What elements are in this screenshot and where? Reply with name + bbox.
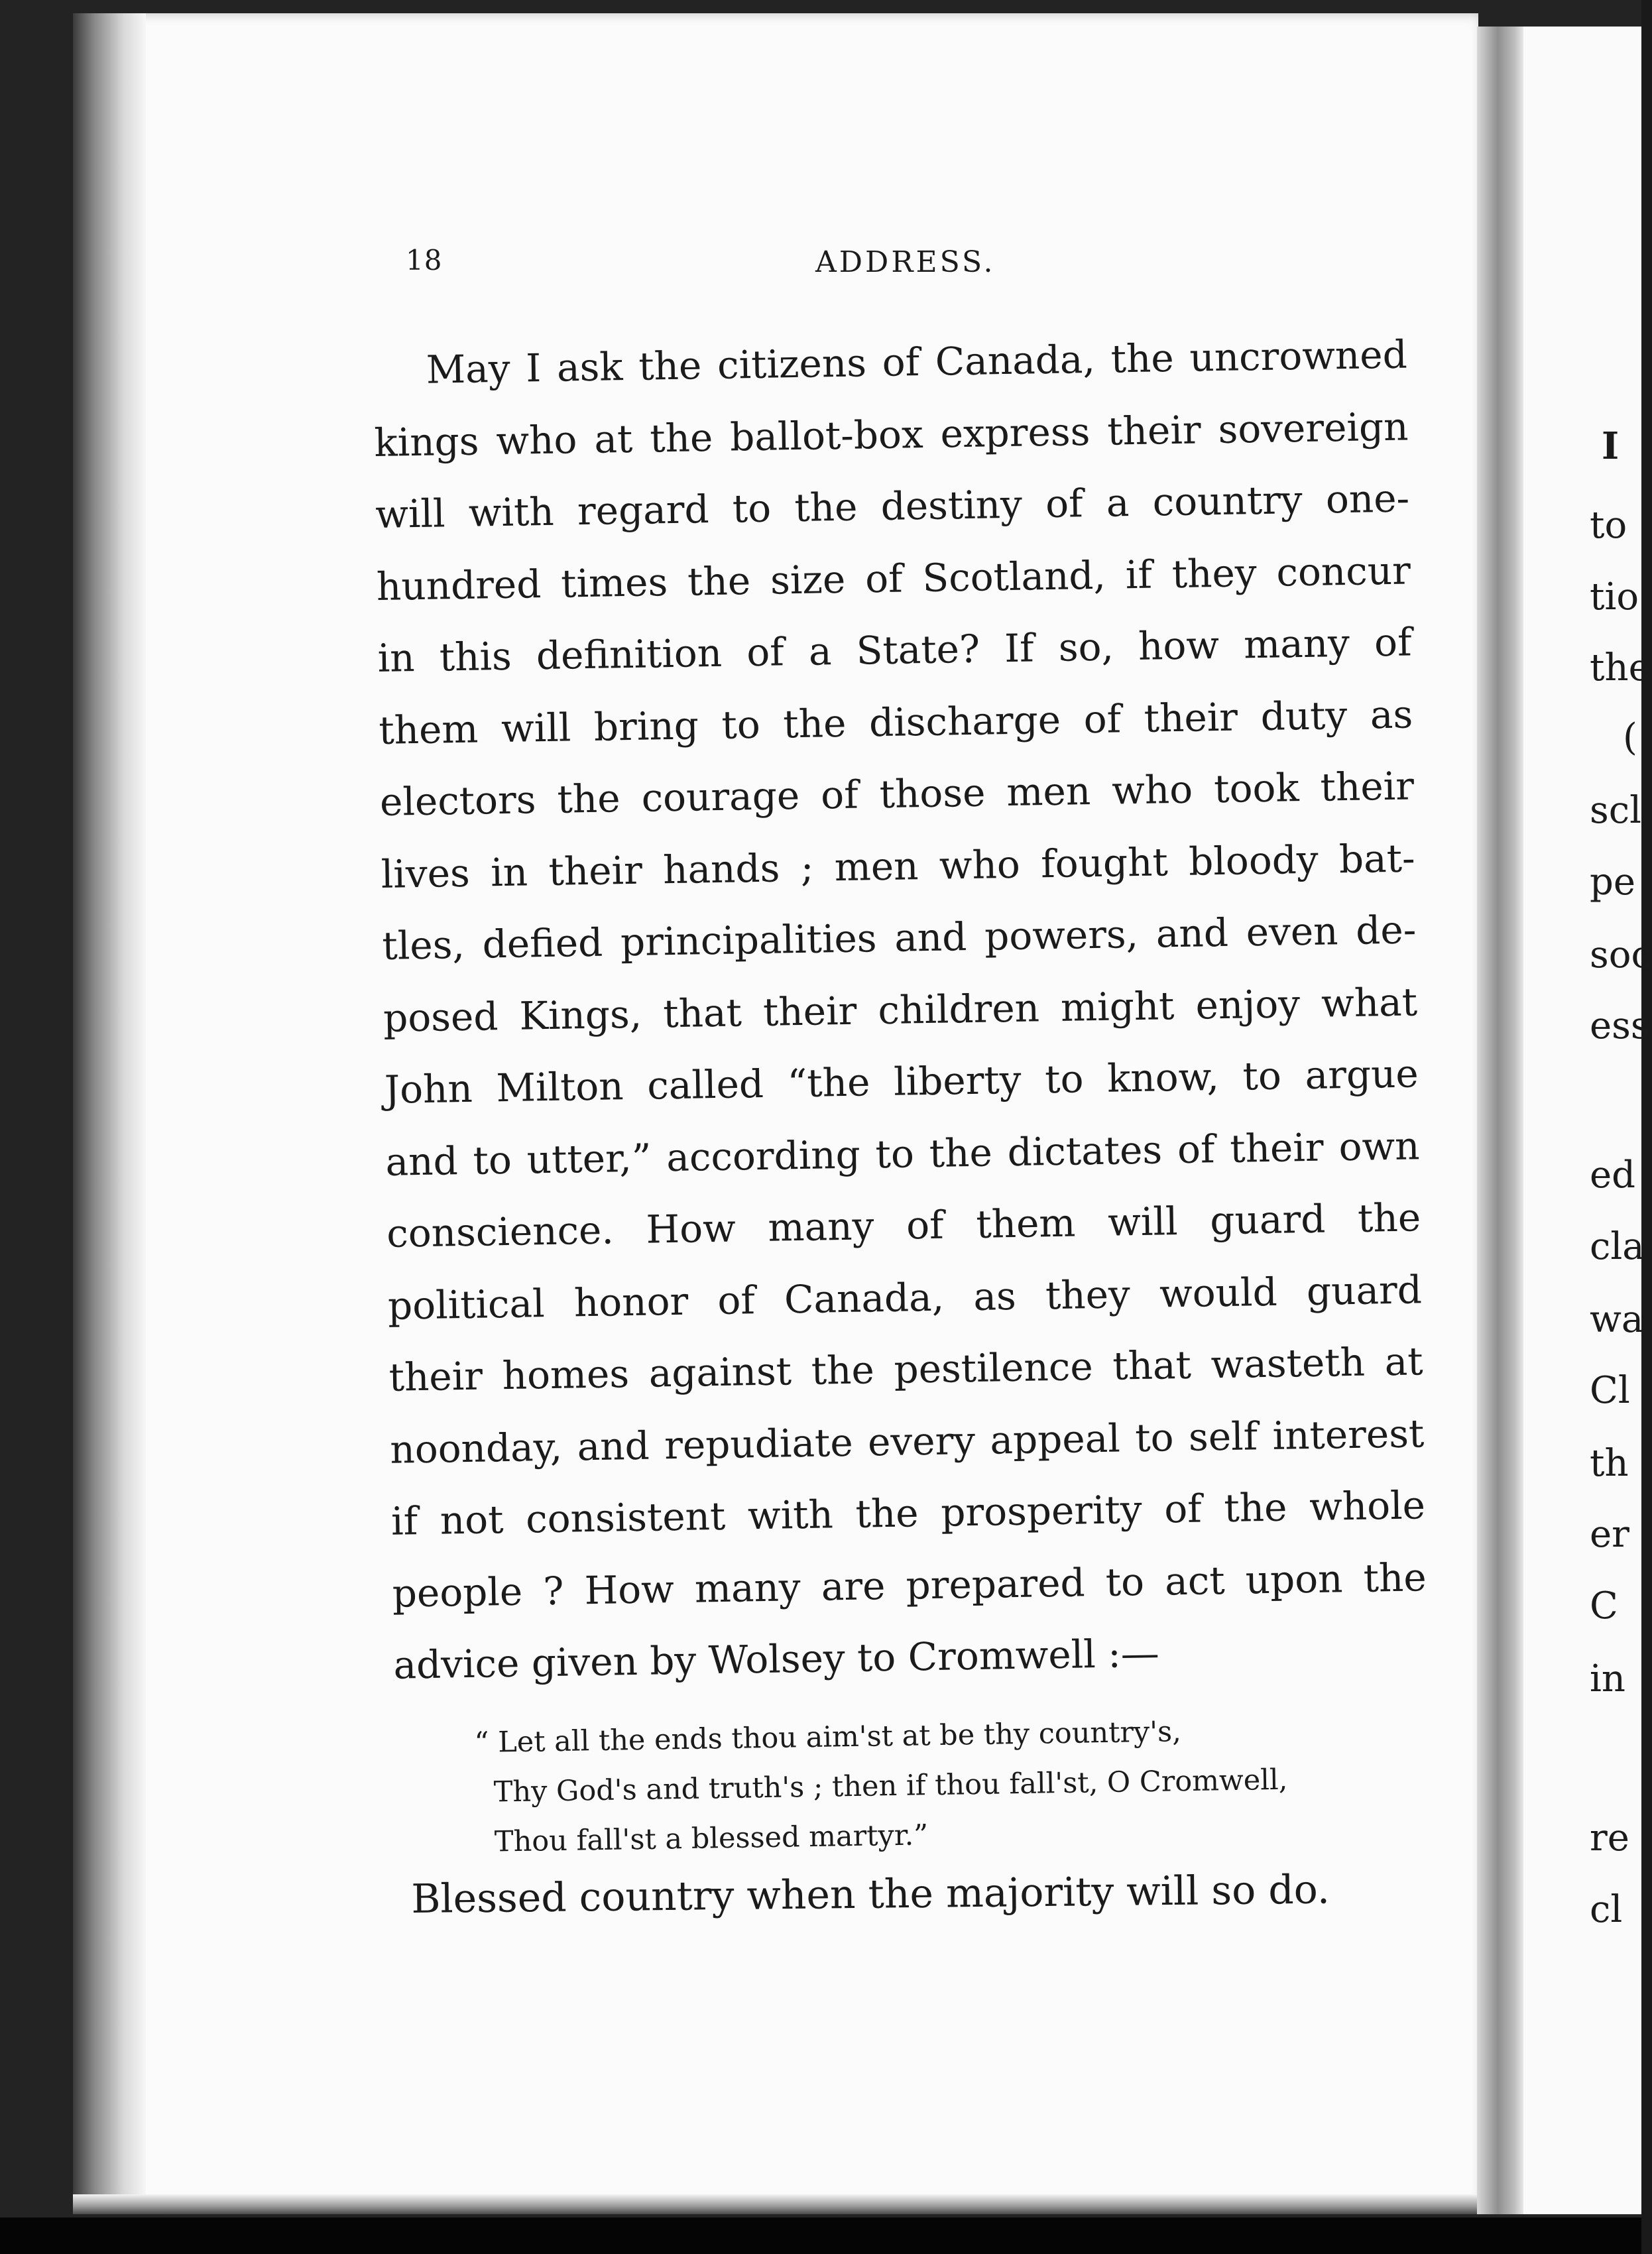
running-head-title: ADDRESS.	[815, 245, 996, 279]
body-line: people ? How many are prepared to act upon the	[392, 1554, 1427, 1616]
book-gutter	[1477, 27, 1523, 2214]
facing-page-fragment	[1523, 27, 1652, 2214]
page-number: 18	[406, 244, 443, 276]
body-line: them will bring to the discharge of their duty as	[378, 691, 1413, 753]
body-line: posed Kings, that their children might enjoy what	[383, 979, 1418, 1041]
scan-bottom-border	[0, 2218, 1641, 2254]
facing-fragment: in	[1590, 1657, 1625, 1700]
body-line: kings who at the ballot-box express their sovereign	[374, 403, 1409, 465]
facing-fragment: cla	[1590, 1225, 1645, 1268]
left-page-fore-edge	[73, 13, 146, 2211]
quote-line: Thy God's and truth's ; then if thou fall'st, O Cromwell,	[493, 1763, 1288, 1809]
body-line: in this definition of a State? If so, how many of	[377, 619, 1413, 681]
body-paragraph	[373, 318, 1428, 1701]
facing-fragment: re	[1590, 1816, 1629, 1860]
body-line: May I ask the citizens of Canada, the uncrowned	[426, 331, 1408, 392]
facing-fragment: cl	[1590, 1888, 1623, 1931]
facing-fragment: to	[1590, 504, 1627, 547]
body-line: and to utter,” according to the dictates of their own	[385, 1122, 1420, 1185]
body-line: if not consistent with the prosperity of the whole	[390, 1482, 1426, 1544]
body-line: tles, defied principalities and powers, and even de-	[381, 907, 1417, 969]
facing-fragment: pe	[1590, 860, 1635, 904]
closing-line: Blessed country when the majority will so do.	[411, 1866, 1330, 1923]
facing-fragment: wa	[1590, 1298, 1644, 1341]
body-line: noonday, and repudiate every appeal to self interest	[389, 1410, 1425, 1472]
facing-fragment: (	[1623, 716, 1637, 759]
facing-fragment: er	[1590, 1513, 1629, 1556]
body-line: electors the courage of those men who took their	[379, 763, 1415, 825]
body-line: their homes against the pestilence that wasteth at	[388, 1338, 1424, 1400]
body-line: will with regard to the destiny of a country one-	[375, 475, 1410, 537]
facing-fragment: I	[1602, 424, 1620, 468]
body-line: political honor of Canada, as they would guard	[387, 1266, 1423, 1329]
body-line: conscience. How many of them will guard the	[386, 1195, 1421, 1256]
facing-fragment: th	[1590, 1442, 1629, 1485]
quote-line: “ Let all the ends thou aim'st at be thy country's,	[474, 1715, 1182, 1759]
facing-fragment: the	[1590, 646, 1651, 689]
left-page-bottom-edge	[73, 2194, 1478, 2214]
body-line: John Milton called “the liberty to know, to argue	[384, 1051, 1419, 1112]
quote-line: Thou fall'st a blessed martyr.”	[494, 1818, 929, 1859]
facing-fragment: C	[1590, 1584, 1618, 1628]
facing-fragment: Cl	[1590, 1369, 1630, 1412]
facing-fragment: scl	[1590, 789, 1642, 832]
body-line: advice given by Wolsey to Cromwell :—	[392, 1630, 1160, 1688]
facing-fragment: tio	[1590, 575, 1639, 619]
facing-fragment: ess	[1590, 1004, 1650, 1047]
body-line: lives in their hands ; men who fought bloody bat-	[381, 835, 1416, 897]
facing-fragment: ed	[1590, 1154, 1635, 1197]
body-line: hundred times the size of Scotland, if they concur	[376, 547, 1411, 609]
block-quote	[474, 1706, 1298, 1868]
facing-fragment: soc	[1590, 933, 1652, 977]
